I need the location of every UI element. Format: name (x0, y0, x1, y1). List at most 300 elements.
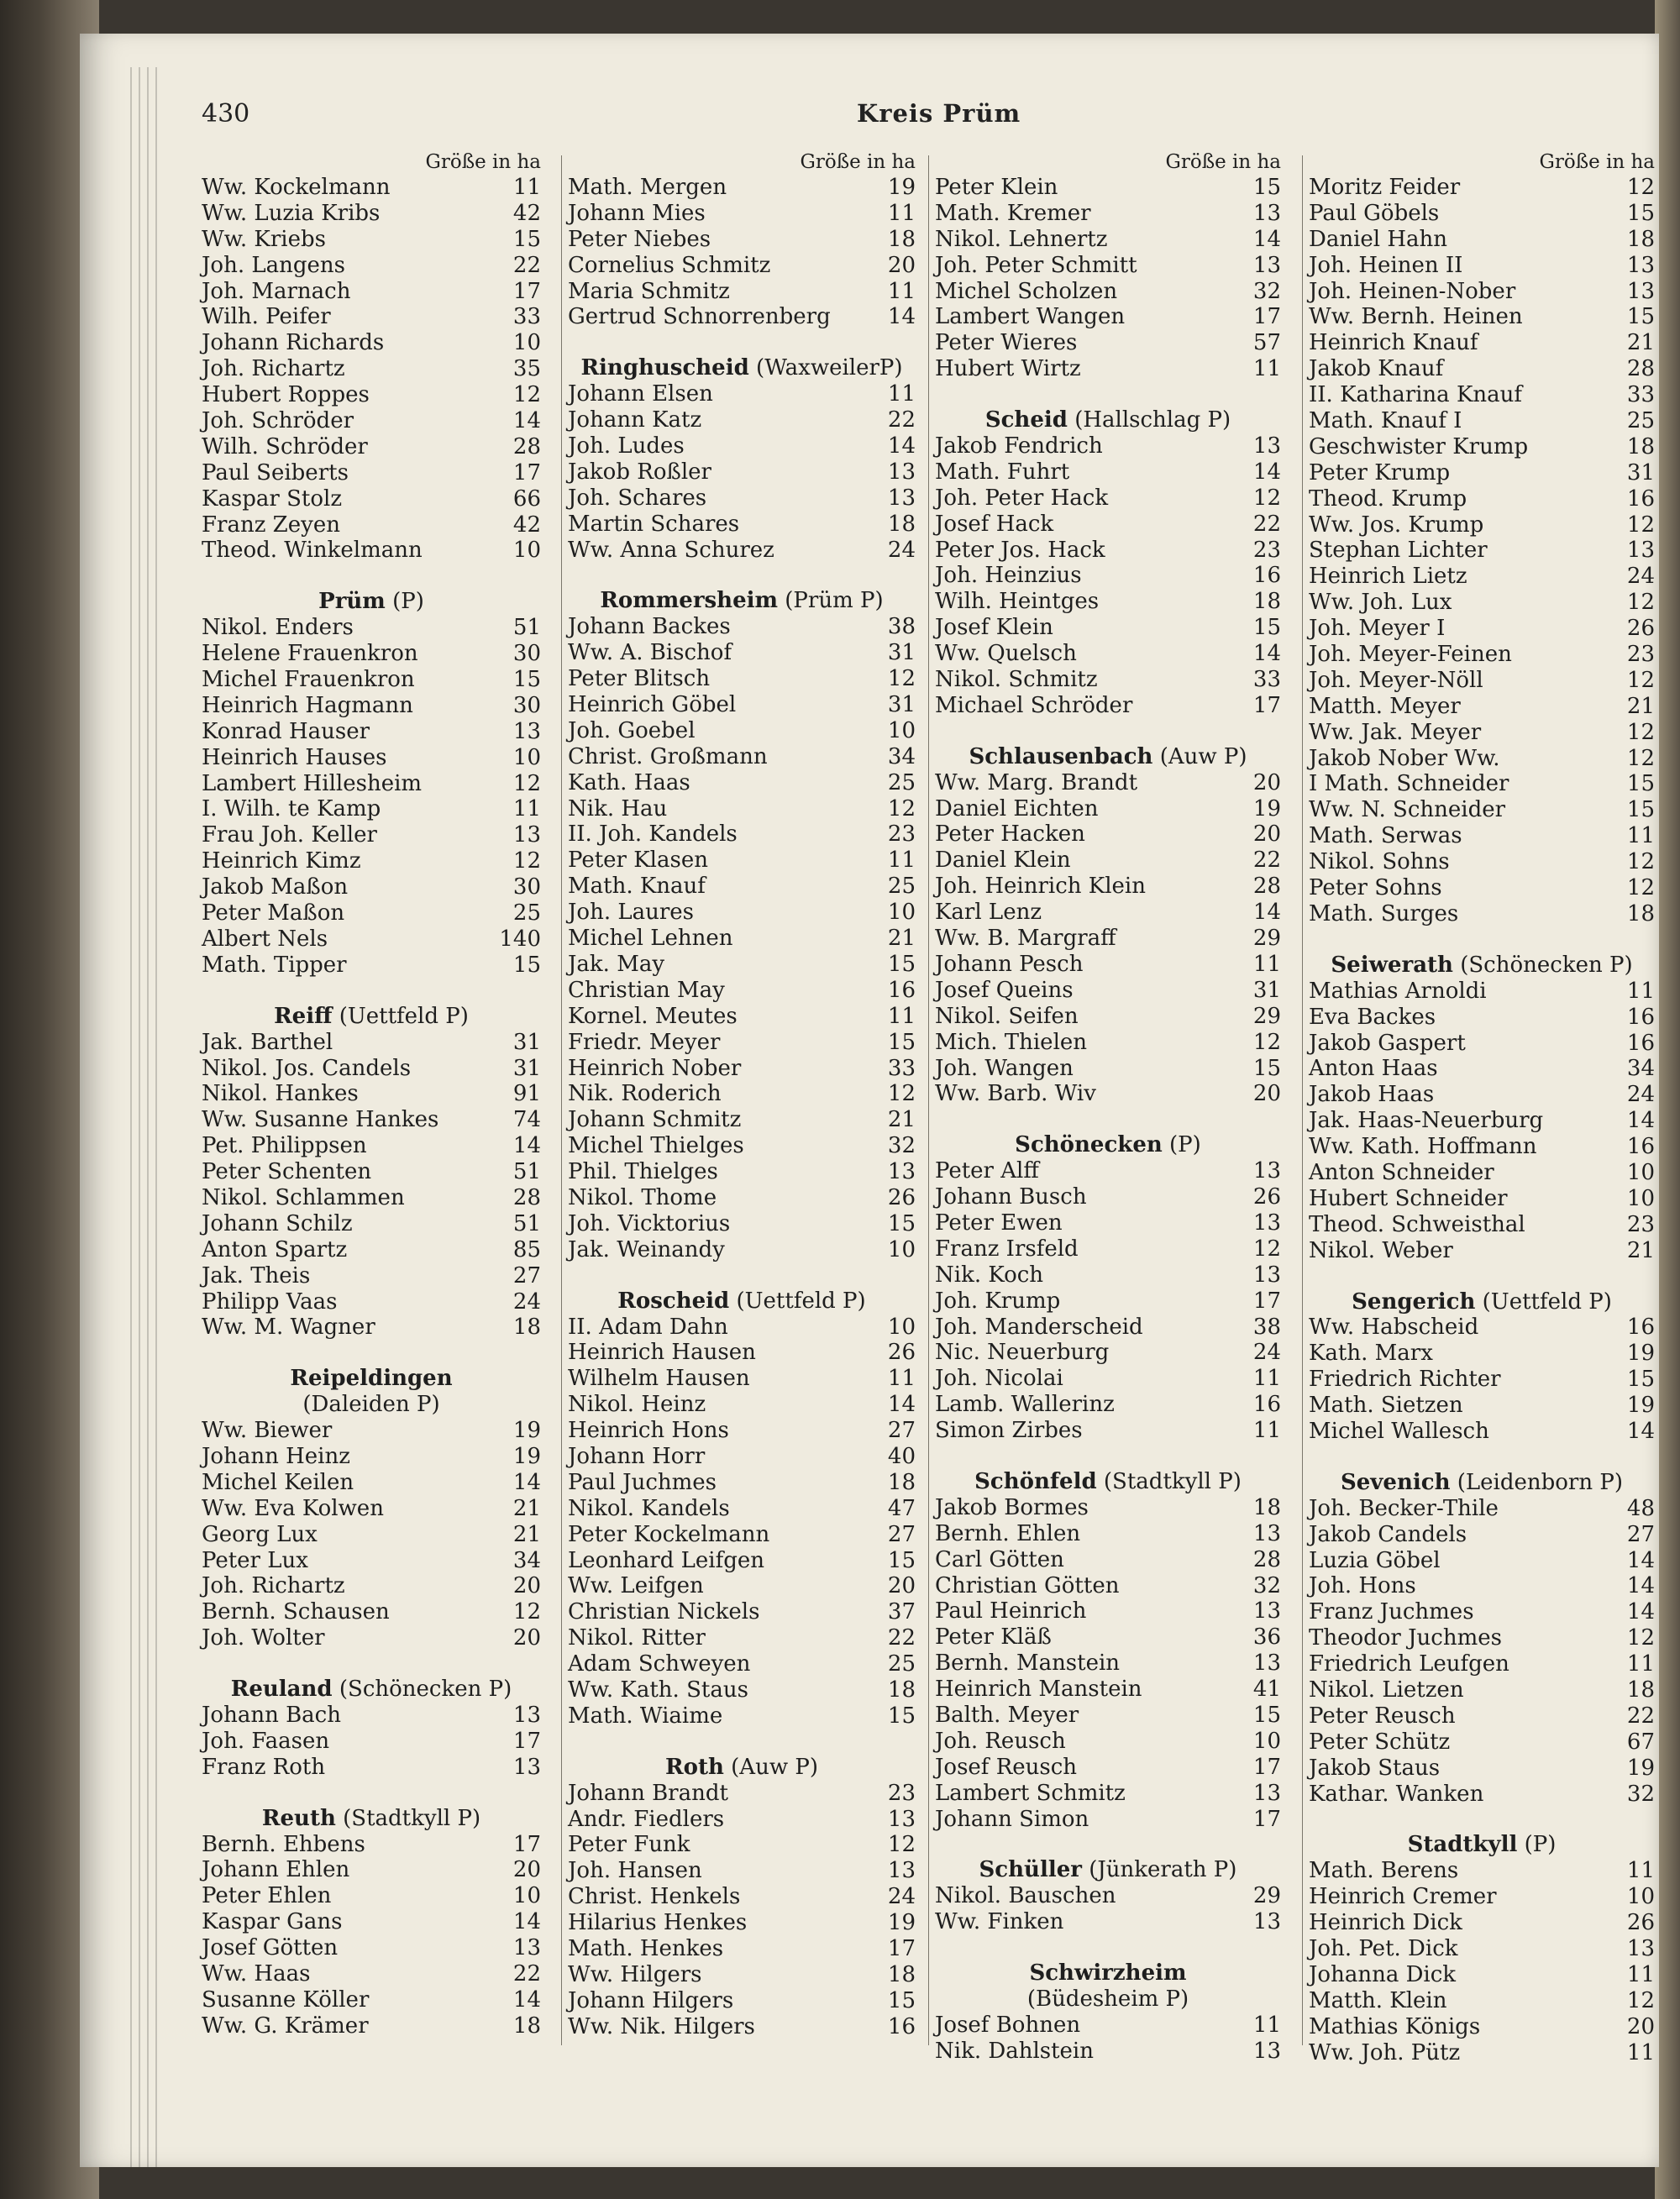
owner-name: Ww. Finken (935, 1909, 1064, 1935)
area-ha: 11 (1626, 2039, 1655, 2065)
list-item (568, 692, 916, 718)
area-ha: 14 (1626, 1573, 1655, 1599)
list-item (1309, 901, 1655, 927)
owner-name: Frau Joh. Keller (202, 822, 377, 848)
area-ha: 12 (1626, 590, 1655, 616)
owner-name: Joh. Peter Hack (935, 485, 1109, 511)
area-ha: 42 (512, 200, 541, 226)
list-item (202, 1625, 541, 1651)
list-item (1309, 1703, 1655, 1729)
owner-name: Jakob Knauf (1309, 356, 1444, 382)
area-ha: 11 (1252, 356, 1281, 382)
owner-name: Johanna Dick (1309, 1961, 1457, 1987)
area-ha: 17 (1252, 1806, 1281, 1832)
owner-name: Johann Pesch (935, 951, 1084, 977)
list-item (568, 407, 916, 433)
area-ha: 15 (887, 951, 916, 977)
area-ha: 32 (887, 1133, 916, 1159)
area-ha: 13 (1252, 2038, 1281, 2064)
owner-name: Ww. M. Wagner (202, 1315, 375, 1341)
owner-name: Christian Nickels (568, 1599, 760, 1625)
list-item (1309, 720, 1655, 746)
owner-name: Wilh. Heintges (935, 589, 1100, 615)
owner-name: Math. Henkes (568, 1936, 724, 1961)
list-item (202, 304, 541, 330)
owner-name: Geschwister Krump (1309, 433, 1529, 459)
area-ha: 24 (512, 1288, 541, 1315)
area-ha: 13 (1252, 433, 1281, 459)
owner-name: Heinrich Hausen (568, 1340, 756, 1366)
area-ha: 13 (887, 1806, 916, 1832)
list-item (568, 796, 916, 822)
owner-name: Heinrich Hons (568, 1418, 729, 1444)
area-ha: 15 (887, 1029, 916, 1055)
list-item (1309, 746, 1655, 772)
owner-name: Martin Schares (568, 511, 740, 537)
list-item (568, 1962, 916, 1988)
list-item (935, 848, 1281, 874)
area-ha: 91 (512, 1081, 541, 1107)
owner-name: Ww. A. Bischof (568, 640, 732, 666)
list-item (935, 2013, 1281, 2039)
owner-name: Bernh. Schausen (202, 1599, 390, 1625)
owner-name: Heinrich Lietz (1309, 564, 1467, 590)
area-ha: 10 (512, 538, 541, 564)
list-item (935, 641, 1281, 667)
owner-name: Ww. Nik. Hilgers (568, 2013, 755, 2039)
owner-name: Joh. Schröder (202, 408, 354, 434)
area-ha: 20 (887, 1573, 916, 1599)
area-ha: 18 (1626, 900, 1655, 926)
area-ha: 15 (887, 1547, 916, 1573)
owner-name: Joh. Laures (568, 900, 695, 926)
area-ha: 17 (887, 1936, 916, 1961)
list-item (568, 1910, 916, 1936)
place-post-office: (P) (1517, 1832, 1557, 1858)
owner-name: Michel Frauenkron (202, 667, 415, 693)
owner-name: Mathias Arnoldi (1309, 978, 1487, 1004)
owner-name: Math. Knauf (568, 874, 706, 900)
owner-name: Theod. Krump (1309, 485, 1467, 512)
owner-name: Kathar. Wanken (1309, 1781, 1484, 1807)
list-item (1309, 1573, 1655, 1599)
list-item (568, 538, 916, 564)
owner-name: Ww. Luzia Kribs (202, 200, 381, 226)
owner-name: Jak. Haas-Neuerburg (1309, 1108, 1544, 1134)
area-ha: 14 (512, 1133, 541, 1159)
owner-name: Ww. Susanne Hankes (202, 1107, 439, 1133)
column-3 (935, 150, 1281, 2065)
area-ha: 15 (887, 1987, 916, 2013)
list-item (568, 1703, 916, 1729)
owner-name: Peter Ewen (935, 1210, 1063, 1236)
owner-name: Peter Wieres (935, 330, 1078, 356)
owner-name: Math. Fuhrt (935, 459, 1070, 485)
owner-name: I Math. Schneider (1309, 771, 1509, 797)
owner-name: Nikol. Thome (568, 1184, 717, 1210)
owner-name: Matth. Klein (1309, 1987, 1447, 2013)
area-ha: 13 (1626, 252, 1655, 278)
area-ha: 15 (1626, 771, 1655, 797)
list-item (568, 279, 916, 305)
area-ha: 17 (1252, 692, 1281, 718)
list-item (1309, 1134, 1655, 1160)
area-ha: 10 (887, 717, 916, 743)
owner-name: Joh. Heinen II (1309, 252, 1463, 278)
owner-name: Nikol. Ritter (568, 1625, 706, 1651)
owner-name: Peter Ehlen (202, 1883, 332, 1909)
place-heading (1309, 1289, 1655, 1315)
owner-name: Mich. Thielen (935, 1029, 1088, 1055)
owner-name: Joh. Becker-Thile (1309, 1495, 1499, 1521)
list-item (935, 279, 1281, 305)
area-ha: 25 (1626, 408, 1655, 434)
place-name: Rommersheim (600, 588, 779, 614)
place-post-office: (Uettfeld P) (332, 1003, 469, 1029)
area-ha: 33 (887, 1055, 916, 1081)
list-item (202, 1599, 541, 1625)
area-ha: 18 (887, 226, 916, 252)
list-item (935, 1729, 1281, 1755)
owner-name: Nikol. Kandels (568, 1495, 730, 1521)
owner-name: Joh. Peter Schmitt (935, 252, 1137, 278)
list-item (1309, 849, 1655, 875)
owner-name: Math. Sietzen (1309, 1393, 1463, 1419)
owner-name: Johann Backes (568, 614, 731, 640)
list-item (1309, 1729, 1655, 1756)
area-ha: 28 (1626, 356, 1655, 382)
list-item (935, 926, 1281, 952)
place-heading (1309, 1832, 1655, 1858)
owner-name: Johann Ehlen (202, 1857, 350, 1883)
list-item (1309, 590, 1655, 616)
area-ha: 18 (1252, 1494, 1281, 1520)
owner-name: Kath. Haas (568, 769, 690, 795)
list-item (568, 381, 916, 407)
owner-name: Peter Klasen (568, 848, 708, 874)
list-item (202, 1755, 541, 1781)
owner-name: Ww. N. Schneider (1309, 797, 1506, 823)
list-item (202, 926, 541, 953)
list-item (1309, 486, 1655, 512)
owner-name: Peter Alff (935, 1158, 1039, 1184)
area-ha: 16 (1626, 1315, 1655, 1341)
owner-name: Joh. Heinrich Klein (935, 874, 1146, 900)
owner-name: Jakob Maßon (202, 874, 349, 900)
area-ha: 15 (1252, 1055, 1281, 1081)
area-ha: 74 (512, 1107, 541, 1133)
owner-name: Kaspar Stolz (202, 485, 343, 512)
owner-name: Michel Keilen (202, 1469, 354, 1495)
place-name: Reuth (261, 1805, 336, 1831)
area-ha: 12 (887, 795, 916, 821)
area-ha: 40 (887, 1443, 916, 1469)
column-divider (928, 155, 929, 2045)
list-item (1309, 875, 1655, 901)
area-ha: 20 (887, 252, 916, 278)
area-ha: 15 (1252, 615, 1281, 641)
list-item (202, 1857, 541, 1883)
owner-name: Peter Schenten (202, 1159, 372, 1185)
list-item (202, 1883, 541, 1909)
owner-name: Johann Mies (568, 200, 706, 226)
area-ha: 34 (1626, 1056, 1655, 1082)
owner-name: Paul Heinrich (935, 1598, 1087, 1624)
owner-name: Joh. Hansen (568, 1858, 702, 1884)
list-item (1309, 1367, 1655, 1393)
area-ha: 16 (887, 2013, 916, 2039)
place-heading (568, 1755, 916, 1781)
area-ha: 15 (1252, 175, 1281, 200)
list-item (935, 615, 1281, 641)
area-ha: 19 (512, 1443, 541, 1469)
owner-name: Jakob Bormes (935, 1494, 1089, 1520)
area-ha: 12 (1626, 1625, 1655, 1651)
area-ha: 57 (1252, 330, 1281, 356)
area-ha: 12 (1626, 875, 1655, 901)
list-item (202, 1237, 541, 1263)
area-ha: 17 (512, 1831, 541, 1857)
list-item (1309, 1910, 1655, 1936)
area-ha: 25 (887, 1651, 916, 1677)
list-item (1309, 1315, 1655, 1341)
owner-name: Heinrich Hagmann (202, 692, 413, 718)
list-item (1309, 1988, 1655, 2014)
owner-name: Bernh. Ehlen (935, 1520, 1081, 1546)
list-item (935, 667, 1281, 693)
area-ha: 12 (1626, 667, 1655, 693)
area-ha: 11 (1252, 951, 1281, 977)
owner-name: Ww. Biewer (202, 1418, 333, 1444)
area-ha: 17 (1252, 1288, 1281, 1314)
owner-name: Joh. Wolter (202, 1625, 325, 1651)
list-item (1309, 564, 1655, 590)
area-ha: 13 (512, 1754, 541, 1780)
owner-name: Daniel Klein (935, 848, 1071, 874)
list-item (202, 1470, 541, 1496)
list-item (935, 821, 1281, 848)
owner-name: Friedrich Richter (1309, 1367, 1501, 1393)
owner-name: Lambert Hillesheim (202, 770, 423, 796)
owner-name: Heinrich Göbel (568, 692, 737, 718)
area-ha: 20 (1626, 2013, 1655, 2039)
column-4 (1309, 150, 1655, 2065)
area-ha: 15 (1626, 1367, 1655, 1393)
owner-name: Ww. Bernh. Heinen (1309, 304, 1523, 330)
area-ha: 31 (1626, 459, 1655, 485)
owner-name: Jakob Fendrich (935, 433, 1103, 459)
list-item (1309, 434, 1655, 460)
owner-name: Karl Lenz (935, 900, 1042, 926)
list-item (568, 718, 916, 744)
list-item (1309, 1393, 1655, 1419)
owner-name: Luzia Göbel (1309, 1547, 1441, 1573)
area-ha: 19 (887, 175, 916, 200)
area-ha: 18 (1626, 226, 1655, 252)
owner-name: Balth. Meyer (935, 1702, 1079, 1728)
area-ha: 11 (1626, 1651, 1655, 1677)
list-item (568, 433, 916, 459)
list-item (1309, 1651, 1655, 1677)
area-ha: 66 (512, 485, 541, 512)
area-ha: 18 (887, 511, 916, 537)
owner-name: Johann Busch (935, 1184, 1087, 1210)
list-item (202, 1832, 541, 1858)
list-item (202, 1522, 541, 1548)
area-ha: 13 (1626, 538, 1655, 564)
area-ha: 11 (1252, 2012, 1281, 2038)
owner-name: Ww. Leifgen (568, 1573, 704, 1599)
list-item (935, 330, 1281, 356)
owner-name: Heinrich Kimz (202, 848, 361, 874)
list-item (202, 1185, 541, 1211)
owner-name: Peter Hacken (935, 821, 1085, 848)
area-ha: 12 (1252, 1029, 1281, 1055)
area-ha: 32 (1626, 1781, 1655, 1807)
list-item (1309, 201, 1655, 227)
owner-name: I. Wilh. te Kamp (202, 796, 381, 822)
page-stack-edges (130, 67, 164, 2167)
owner-name: Heinrich Hauses (202, 744, 387, 770)
place-name: Schwirzheim (1029, 1960, 1187, 1986)
owner-name: Carl Götten (935, 1546, 1064, 1572)
list-item (202, 1107, 541, 1133)
owner-name: Peter Reusch (1309, 1703, 1456, 1729)
list-item (935, 1081, 1281, 1107)
list-item (935, 1521, 1281, 1547)
owner-name: Paul Göbels (1309, 200, 1440, 226)
owner-name: Jak. Weinandy (568, 1236, 725, 1262)
place-post-office: (P) (1162, 1132, 1201, 1158)
list-item (935, 538, 1281, 564)
list-item (568, 770, 916, 796)
area-ha: 15 (1626, 304, 1655, 330)
owner-name: Ww. Quelsch (935, 641, 1077, 667)
owner-name: Johann Horr (568, 1443, 706, 1469)
area-ha: 18 (887, 1961, 916, 1987)
area-ha: 15 (512, 667, 541, 693)
place-heading (935, 1132, 1281, 1158)
owner-name: Math. Kremer (935, 200, 1091, 226)
list-item (935, 1004, 1281, 1030)
column-header-size: Größe in ha (425, 151, 541, 173)
area-ha: 13 (1626, 278, 1655, 304)
owner-name: Franz Juchmes (1309, 1599, 1474, 1625)
place-post-office: (Schönecken P) (332, 1677, 512, 1703)
list-item (1309, 1238, 1655, 1264)
owner-name: Johann Heinz (202, 1443, 350, 1469)
area-ha: 10 (1626, 1884, 1655, 1910)
owner-name: Kornel. Meutes (568, 1003, 738, 1029)
list-item (935, 1547, 1281, 1573)
list-item (1309, 694, 1655, 720)
owner-name: Ww. Hilgers (568, 1961, 702, 1987)
area-ha: 15 (1626, 200, 1655, 226)
list-item (1309, 668, 1655, 694)
owner-name: Nikol. Heinz (568, 1392, 706, 1418)
list-item (568, 201, 916, 227)
list-item (1309, 460, 1655, 486)
owner-name: Ww. B. Margraff (935, 926, 1116, 952)
owner-name: Peter Sohns (1309, 875, 1442, 901)
area-ha: 14 (1626, 1547, 1655, 1573)
list-item (1309, 1625, 1655, 1651)
owner-name: Heinrich Knauf (1309, 330, 1478, 356)
owner-name: Lambert Schmitz (935, 1780, 1126, 1806)
area-ha: 28 (512, 1184, 541, 1210)
list-item (568, 1056, 916, 1082)
place-name: Reipeldingen (290, 1366, 453, 1392)
list-item (1309, 330, 1655, 356)
list-item (202, 1548, 541, 1574)
owner-name: Jak. May (568, 951, 665, 977)
area-ha: 11 (887, 381, 916, 407)
list-item (568, 1366, 916, 1392)
area-ha: 15 (512, 226, 541, 252)
owner-name: Simon Zirbes (935, 1418, 1083, 1444)
list-item (935, 1624, 1281, 1651)
list-item (935, 433, 1281, 459)
area-ha: 19 (1626, 1393, 1655, 1419)
list-item (202, 486, 541, 512)
list-item (1309, 1031, 1655, 1057)
place-name: Prüm (318, 589, 386, 615)
area-ha: 10 (887, 1314, 916, 1340)
owner-name: Math. Mergen (568, 175, 727, 200)
list-item (202, 953, 541, 979)
area-ha: 31 (887, 640, 916, 666)
list-item (568, 253, 916, 279)
list-item (568, 304, 916, 330)
area-ha: 85 (512, 1236, 541, 1262)
area-ha: 12 (512, 848, 541, 874)
owner-name: Wilh. Schröder (202, 433, 368, 459)
list-item (568, 1315, 916, 1341)
list-item (935, 1210, 1281, 1236)
place-name: Stadtkyll (1407, 1832, 1518, 1858)
list-item (1309, 1858, 1655, 1884)
area-ha: 17 (512, 459, 541, 485)
list-item (568, 1884, 916, 1910)
list-item (568, 1004, 916, 1030)
list-item (568, 1470, 916, 1496)
area-ha: 31 (512, 1055, 541, 1081)
area-ha: 20 (512, 1857, 541, 1883)
column-header-size: Größe in ha (1539, 151, 1655, 173)
area-ha: 22 (1252, 511, 1281, 537)
list-item (202, 330, 541, 356)
area-ha: 33 (1252, 667, 1281, 693)
owner-name: Bernh. Manstein (935, 1651, 1121, 1677)
page-number: 430 (202, 99, 250, 129)
page-header (202, 99, 1646, 133)
owner-name: Johann Schmitz (568, 1107, 742, 1133)
list-item (935, 485, 1281, 512)
list-item (935, 1703, 1281, 1729)
list-item (202, 460, 541, 486)
owner-name: Hubert Schneider (1309, 1185, 1508, 1211)
list-item (568, 1340, 916, 1366)
area-ha: 18 (887, 1677, 916, 1703)
area-ha: 27 (1626, 1521, 1655, 1547)
owner-name: Nikol. Enders (202, 615, 354, 641)
owner-name: Johann Katz (568, 407, 702, 433)
owner-name: Paul Seiberts (202, 459, 349, 485)
area-ha: 21 (1626, 1237, 1655, 1263)
owner-name: Peter Klein (935, 175, 1058, 200)
owner-name: Daniel Hahn (1309, 226, 1448, 252)
owner-name: Nikol. Bauschen (935, 1883, 1116, 1909)
